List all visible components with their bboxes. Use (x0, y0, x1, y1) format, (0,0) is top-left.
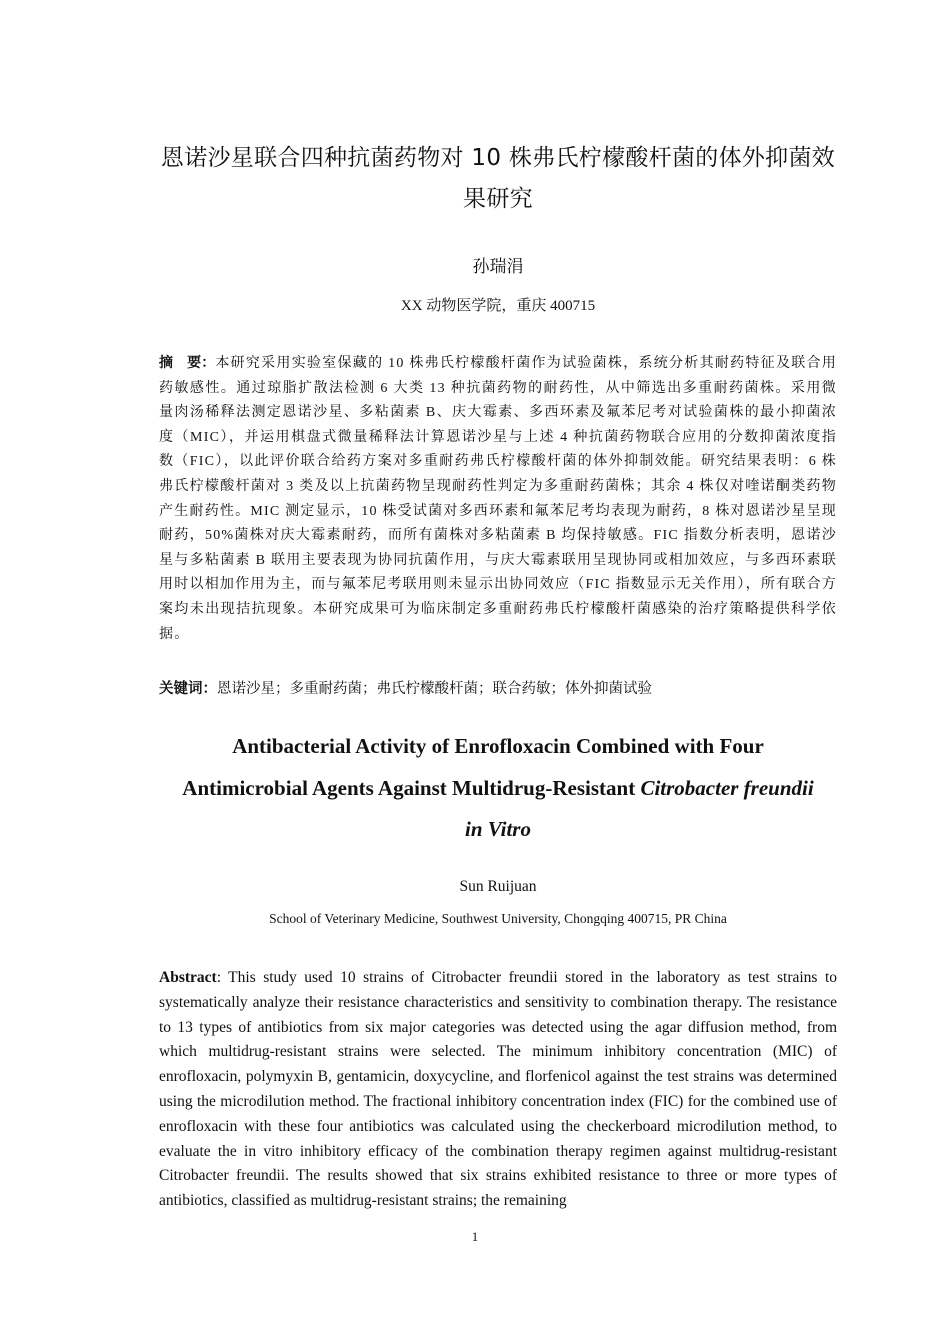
chinese-abstract-label: 摘 要： (159, 356, 216, 371)
english-abstract-text: : This study used 10 strains of Citrobacter freundii stored in the laboratory as test strains to systematically analyze their resistance characteristics and sensitivity to combination therapy. The resistance to 13 types of antibiotics from six major categories was detected using the agar diffusion method, from which multidrug-resistant strains were selected. The minimum inhibitory concentration (MIC) of enrofloxacin, polymyxin B, gentamicin, doxycycline, and florfenicol against the test strains was determined using the microdilution method. The fractional inhibitory concentration index (FIC) for the combined use of enrofloxacin with these four antibiotics was calculated using the checkerboard microdilution method, to evaluate the in vitro inhibitory efficacy of the combination therapy regimen against multidrug-resistant Citrobacter freundii. The results showed that six strains exhibited resistance to three or more types of antibiotics, classified as multidrug-resistant strains; the remaining (159, 969, 837, 1210)
english-title-line-1: Antibacterial Activity of Enrofloxacin Combined with Four (232, 734, 764, 758)
english-abstract-label: Abstract (159, 969, 217, 986)
english-title-line-2-text: Antimicrobial Agents Against Multidrug-Resistant (182, 775, 641, 800)
chinese-title: 恩诺沙星联合四种抗菌药物对 10 株弗氏柠檬酸杆菌的体外抑菌效果研究 (160, 145, 836, 212)
english-abstract (159, 966, 837, 1214)
english-affiliation: School of Veterinary Medicine, Southwest University, Chongqing 400715, PR China (269, 911, 727, 926)
chinese-abstract (159, 352, 837, 647)
chinese-keywords (159, 677, 837, 701)
chinese-affiliation: XX 动物医学院，重庆 400715 (400, 298, 596, 314)
chinese-keywords-label: 关键词： (159, 681, 217, 697)
english-title (159, 726, 837, 851)
chinese-keywords-text: 恩诺沙星；多重耐药菌；弗氏柠檬酸杆菌；联合药敏；体外抑菌试验 (217, 681, 652, 697)
english-title-line-2 (159, 768, 837, 810)
chinese-author: 孙瑞涓 (472, 257, 524, 276)
english-title-line-3: in Vitro (465, 817, 531, 841)
page-number: 1 (471, 1229, 479, 1244)
english-author: Sun Ruijuan (459, 878, 537, 895)
chinese-abstract-text: 本研究采用实验室保藏的 10 株弗氏柠檬酸杆菌作为试验菌株，系统分析其耐药特征及联合用药敏感性。通过琼脂扩散法检测 6 大类 13 种抗菌药物的耐药性，从中筛选出多重耐药菌株。采用微量肉汤稀释法测定恩诺沙星、多粘菌素 B、庆大霉素、多西环素及氟苯尼考对试验菌株的最小抑菌浓度（MIC），并运用棋盘式微量稀释法计算恩诺沙星与上述 4 种抗菌药物联合应用的分数抑菌浓度指数（FIC），以此评价联合给药方案对多重耐药弗氏柠檬酸杆菌的体外抑制效能。研究结果表明：6 株弗氏柠檬酸杆菌对 3 类及以上抗菌药物呈现耐药性判定为多重耐药菌株；其余 4 株仅对喹诺酮类药物产生耐药性。MIC 测定显示，10 株受试菌对多西环素和氟苯尼考均表现为耐药，8 株对恩诺沙星呈现耐药，50%菌株对庆大霉素耐药，而所有菌株对多粘菌素 B 均保持敏感。FIC 指数分析表明，恩诺沙星与多粘菌素 B 联用主要表现为协同抗菌作用，与庆大霉素联用呈现协同或相加效应，与多西环素联用时以相加作用为主，而与氟苯尼考联用则未显示出协同效应（FIC 指数显示无关作用），所有联合方案均未出现拮抗现象。本研究成果可为临床制定多重耐药弗氏柠檬酸杆菌感染的治疗策略提供科学依据。 (159, 356, 837, 642)
english-title-species: Citrobacter freundii (640, 775, 814, 800)
